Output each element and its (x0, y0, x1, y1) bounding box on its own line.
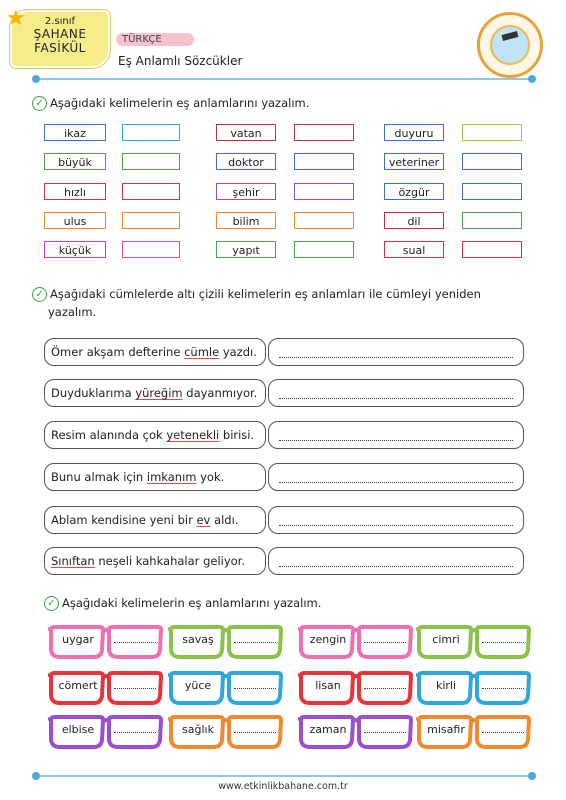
page-title: Eş Anlamlı Sözcükler (118, 54, 243, 68)
glasses-word: kirli (435, 679, 457, 692)
glasses-answer-line[interactable] (364, 732, 406, 733)
answer-box[interactable] (294, 124, 354, 141)
sentence-text: yazdı. (219, 345, 257, 359)
word-box: ikaz (44, 124, 106, 141)
footer-dot-right (528, 772, 536, 780)
check-icon: ✓ (44, 596, 59, 611)
glasses-item (168, 624, 284, 660)
sentence-text: Duyduklarıma (51, 386, 136, 400)
glasses-answer-line[interactable] (482, 642, 524, 643)
answer-box[interactable] (122, 153, 180, 170)
glasses-word: zengin (309, 633, 347, 646)
sentence-box (44, 463, 266, 491)
sentence-text: neşeli kahkahalar geliyor. (94, 554, 245, 568)
answer-box[interactable] (294, 153, 354, 170)
answer-box[interactable] (294, 241, 354, 258)
glasses-item (48, 670, 164, 706)
sentence-box (44, 506, 266, 534)
word-box: yapıt (216, 241, 276, 258)
glasses-word: elbise (61, 723, 95, 736)
section3-instruction (44, 596, 321, 611)
sentence-text: Ömer akşam defterine (51, 345, 185, 359)
star-icon: ★ (6, 6, 26, 31)
underlined-word: Sınıftan (51, 554, 95, 568)
glasses-answer-line[interactable] (114, 732, 156, 733)
glasses-item (416, 670, 532, 706)
word-box: vatan (216, 124, 276, 141)
answer-line[interactable] (268, 547, 524, 575)
word-box: sual (384, 241, 444, 258)
header-divider (40, 78, 530, 80)
sentence-text: aldı. (210, 513, 239, 527)
word-box: ulus (44, 212, 106, 229)
sentence-text: Bunu almak için (51, 470, 147, 484)
glasses-answer-line[interactable] (234, 642, 276, 643)
sentence-text: yok. (196, 470, 225, 484)
glasses-answer-line[interactable] (114, 642, 156, 643)
answer-box[interactable] (122, 212, 180, 229)
sentence-box (44, 547, 266, 575)
answer-box[interactable] (294, 183, 354, 200)
glasses-item (298, 670, 414, 706)
section2-instruction (32, 287, 481, 302)
sentence-box (44, 421, 266, 449)
answer-box[interactable] (462, 183, 522, 200)
underlined-word: cümle (184, 345, 220, 359)
glasses-answer-line[interactable] (482, 732, 524, 733)
answer-line[interactable] (268, 379, 524, 407)
glasses-answer-line[interactable] (482, 688, 524, 689)
answer-box[interactable] (122, 124, 180, 141)
glasses-word: zaman (309, 723, 347, 736)
glasses-word: cömert (58, 679, 98, 692)
globe-icon (490, 25, 530, 65)
dotted-line (279, 440, 513, 441)
divider-dot-left (32, 75, 40, 83)
glasses-item (298, 624, 414, 660)
underlined-word: imkanım (146, 470, 197, 484)
answer-box[interactable] (462, 124, 522, 141)
section3-instruction-text: Aşağıdaki kelimelerin eş anlamlarını yazalım. (62, 596, 322, 610)
section1-instruction-text: Aşağıdaki kelimelerin eş anlamlarını yazalım. (50, 96, 310, 110)
badge-line3: FASİKÜL (34, 41, 86, 55)
word-box: doktor (216, 153, 276, 170)
glasses-item (298, 714, 414, 750)
site-logo (477, 12, 543, 78)
answer-line[interactable] (268, 506, 524, 534)
glasses-word: savaş (182, 633, 214, 646)
word-box: küçük (44, 241, 106, 258)
glasses-answer-line[interactable] (364, 688, 406, 689)
answer-line[interactable] (268, 463, 524, 491)
underlined-word: ev (196, 513, 211, 527)
sentence-text: dayanmıyor. (182, 386, 258, 400)
answer-box[interactable] (294, 212, 354, 229)
footer-dot-left (32, 772, 40, 780)
glasses-item (168, 670, 284, 706)
glasses-item (168, 714, 284, 750)
dotted-line (279, 398, 513, 399)
glasses-item (48, 714, 164, 750)
sentence-text: birisi. (219, 428, 255, 442)
check-icon: ✓ (32, 287, 47, 302)
glasses-answer-line[interactable] (114, 688, 156, 689)
glasses-answer-line[interactable] (364, 642, 406, 643)
underlined-word: yüreğim (135, 386, 183, 400)
glasses-item (416, 714, 532, 750)
glasses-word: lisan (315, 679, 341, 692)
footer-url: www.etkinlikbahane.com.tr (218, 781, 348, 792)
footer-divider (40, 775, 530, 777)
glasses-answer-line[interactable] (234, 732, 276, 733)
glasses-word: uygar (62, 633, 94, 646)
word-box: büyük (44, 153, 106, 170)
glasses-word: yüce (184, 679, 212, 692)
glasses-word: sağlık (182, 723, 214, 736)
badge-grade: 2.sınıf (44, 16, 76, 27)
dotted-line (279, 566, 513, 567)
answer-line[interactable] (268, 421, 524, 449)
sentence-text: Resim alanında çok (51, 428, 167, 442)
section1-instruction (32, 96, 309, 111)
glasses-word: misafir (427, 723, 465, 736)
word-box: özgür (384, 183, 444, 200)
word-box: hızlı (44, 183, 106, 200)
answer-box[interactable] (462, 153, 522, 170)
glasses-word: cimri (432, 633, 460, 646)
answer-line[interactable] (268, 338, 524, 366)
word-box: veteriner (384, 153, 444, 170)
underlined-word: yetenekli (166, 428, 220, 442)
answer-box[interactable] (462, 241, 522, 258)
word-box: dil (384, 212, 444, 229)
glasses-item (416, 624, 532, 660)
answer-box[interactable] (122, 183, 180, 200)
answer-box[interactable] (122, 241, 180, 258)
word-box: bilim (216, 212, 276, 229)
check-icon: ✓ (32, 96, 47, 111)
word-box: şehir (216, 183, 276, 200)
subject-label: TÜRKÇE (116, 33, 194, 46)
section2-instruction-line2: yazalım. (48, 305, 97, 319)
dotted-line (279, 357, 513, 358)
word-box: duyuru (384, 124, 444, 141)
section2-instruction-text: Aşağıdaki cümlelerde altı çizili kelimelerin eş anlamları ile cümleyi yeniden (50, 287, 481, 301)
badge-line2: ŞAHANE (33, 27, 87, 41)
divider-dot-right (528, 75, 536, 83)
dotted-line (279, 482, 513, 483)
glasses-answer-line[interactable] (234, 688, 276, 689)
sentence-text: Ablam kendisine yeni bir (51, 513, 197, 527)
grade-badge (6, 6, 108, 66)
sentence-box (44, 338, 266, 366)
answer-box[interactable] (462, 212, 522, 229)
sentence-box (44, 379, 266, 407)
dotted-line (279, 525, 513, 526)
glasses-item (48, 624, 164, 660)
